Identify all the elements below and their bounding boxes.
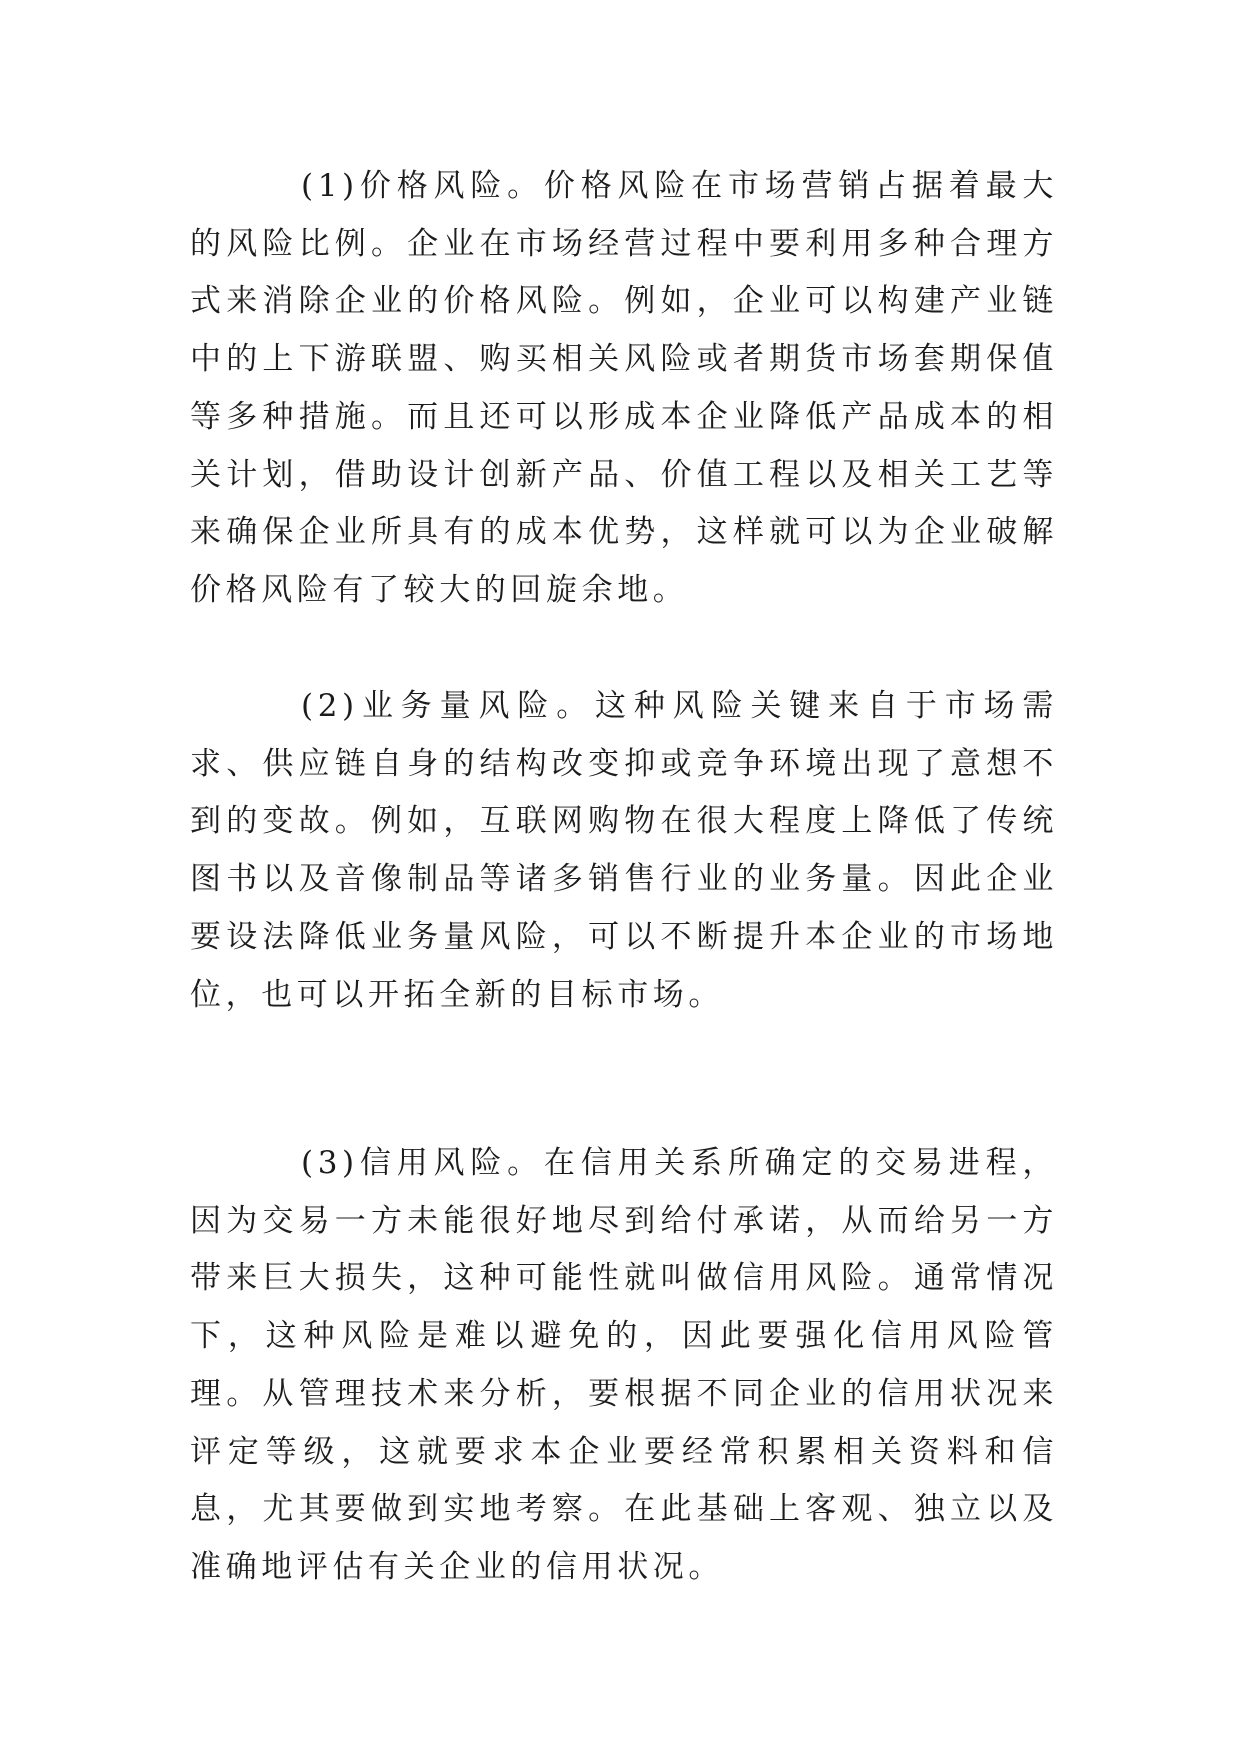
paragraph-volume-risk: (2)业务量风险。这种风险关键来自于市场需求、供应链自身的结构改变抑或竞争环境出现了意想不到的变故。例如，互联网购物在很大程度上降低了传统图书以及音像制品等诸多销售行业的业务量。因此企业要设法降低业务量风险，可以不断提升本企业的市场地位，也可以开拓全新的目标市场。 <box>190 688 1058 1013</box>
paragraph-price-risk: (1)价格风险。价格风险在市场营销占据着最大的风险比例。企业在市场经营过程中要利用多种合理方式来消除企业的价格风险。例如，企业可以构建产业链中的上下游联盟、购买相关风险或者期货市场套期保值等多种措施。而且还可以形成本企业降低产品成本的相关计划，借助设计创新产品、价值工程以及相关工艺等来确保企业所具有的成本优势，这样就可以为企业破解价格风险有了较大的回旋余地。 <box>190 168 1058 608</box>
paragraph-credit-risk: (3)信用风险。在信用关系所确定的交易进程，因为交易一方未能很好地尽到给付承诺，从而给另一方带来巨大损失，这种可能性就叫做信用风险。通常情况下，这种风险是难以避免的，因此要强化信用风险管理。从管理技术来分析，要根据不同企业的信用状况来评定等级，这就要求本企业要经常积累相关资料和信息，尤其要做到实地考察。在此基础上客观、独立以及准确地评估有关企业的信用状况。 <box>190 1145 1058 1585</box>
